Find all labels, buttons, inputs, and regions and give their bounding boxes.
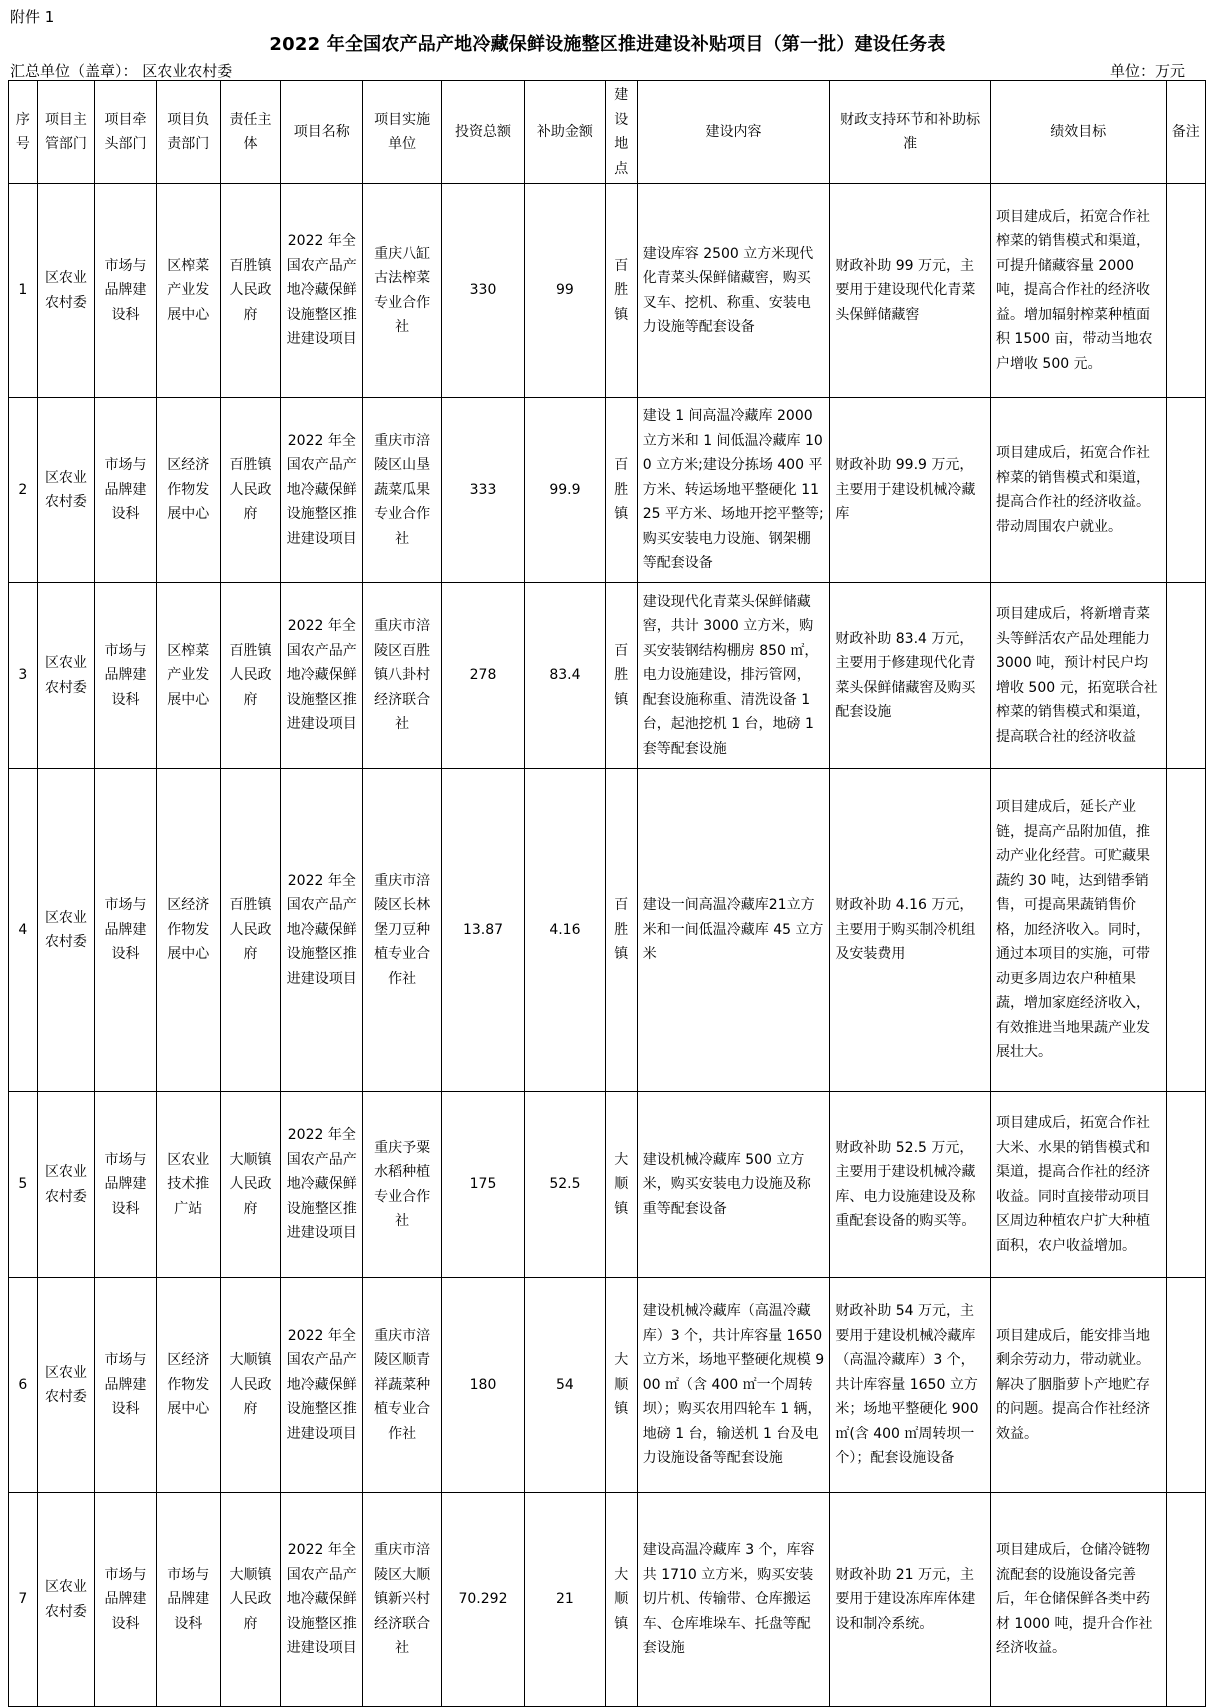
cell-invest: 180	[442, 1278, 525, 1493]
table-row	[9, 184, 1206, 398]
cell-subsidy: 99	[524, 184, 605, 398]
cell-content: 建设机械冷藏库（高温冷藏库）3 个，共计库容量 1650 立方米，场地平整硬化规模 900 ㎡（含 400 ㎡一个周转坝）；购买农用四轮车 1 辆，地磅 1 台，输送机 1 台及电力设施设备等配套设施	[637, 1278, 830, 1493]
cell-no: 4	[9, 769, 38, 1092]
cell-site: 大顺镇	[605, 1493, 637, 1707]
cell-lead: 市场与品牌建设科	[95, 583, 157, 769]
cell-no: 7	[9, 1493, 38, 1707]
header-note: 备注	[1166, 81, 1205, 184]
cell-subsidy: 54	[524, 1278, 605, 1493]
cell-unit: 重庆市涪陵区大顺镇新兴村经济联合社	[363, 1493, 442, 1707]
header-dept: 项目主管部门	[37, 81, 94, 184]
cell-subject: 百胜镇人民政府	[220, 769, 281, 1092]
cell-no: 2	[9, 398, 38, 583]
cell-goal: 项目建成后，延长产业链，提高产品附加值，推动产业化经营。可贮藏果蔬约 30 吨，达到错季销售，可提高果蔬销售价格，加经济收入。同时，通过本项目的实施，可带动更多周边农户种植果蔬，增加家庭经济收入，有效推进当地果蔬产业发展壮大。	[990, 769, 1166, 1092]
cell-dept: 区农业农村委	[37, 583, 94, 769]
header-resp-dept: 项目负责部门	[156, 81, 220, 184]
cell-name: 2022 年全国农产品产地冷藏保鲜设施整区推进建设项目	[281, 1278, 363, 1493]
table-row	[9, 583, 1206, 769]
table-row	[9, 398, 1206, 583]
cell-invest: 278	[442, 583, 525, 769]
cell-content: 建设一间高温冷藏库21立方米和一间低温冷藏库 45 立方米	[637, 769, 830, 1092]
cell-resp-dept: 区榨菜产业发展中心	[156, 184, 220, 398]
cell-content: 建设高温冷藏库 3 个，库容共 1710 立方米，购买安装切片机、传输带、仓库搬运车、仓库堆垛车、托盘等配套设施	[637, 1493, 830, 1707]
header-lead: 项目牵头部门	[95, 81, 157, 184]
cell-site: 百胜镇	[605, 769, 637, 1092]
attachment-label: 附件 1	[10, 8, 55, 26]
cell-note	[1166, 583, 1205, 769]
header-subsidy: 补助金额	[524, 81, 605, 184]
cell-name: 2022 年全国农产品产地冷藏保鲜设施整区推进建设项目	[281, 769, 363, 1092]
header-site: 建设地点	[605, 81, 637, 184]
cell-resp-dept: 区经济作物发展中心	[156, 1278, 220, 1493]
cell-subject: 大顺镇人民政府	[220, 1092, 281, 1278]
cell-finance: 财政补助 21 万元，主要用于建设冻库库体建设和制冷系统。	[830, 1493, 991, 1707]
cell-dept: 区农业农村委	[37, 398, 94, 583]
cell-invest: 330	[442, 184, 525, 398]
header-unit: 项目实施单位	[363, 81, 442, 184]
cell-goal: 项目建成后，能安排当地剩余劳动力，带动就业。解决了胭脂萝卜产地贮存的问题。提高合作社经济效益。	[990, 1278, 1166, 1493]
cell-note	[1166, 1493, 1205, 1707]
cell-subsidy: 52.5	[524, 1092, 605, 1278]
cell-content: 建设 1 间高温冷藏库 2000 立方米和 1 间低温冷藏库 100 立方米;建设分拣场 400 平方米、转运场地平整硬化 1125 平方米、场地开挖平整等;购买安装电力设施、钢架棚等配套设备	[637, 398, 830, 583]
money-unit: 单位：万元	[1109, 62, 1185, 80]
cell-subsidy: 4.16	[524, 769, 605, 1092]
cell-finance: 财政补助 83.4 万元，主要用于修建现代化青菜头保鲜储藏窖及购买配套设施	[830, 583, 991, 769]
cell-unit: 重庆市涪陵区长林堡刀豆种植专业合作社	[363, 769, 442, 1092]
header-no: 序号	[9, 81, 38, 184]
cell-resp-dept: 区经济作物发展中心	[156, 769, 220, 1092]
cell-unit: 重庆予粟水稻种植专业合作社	[363, 1092, 442, 1278]
cell-lead: 市场与品牌建设科	[95, 769, 157, 1092]
cell-note	[1166, 1278, 1205, 1493]
cell-dept: 区农业农村委	[37, 1092, 94, 1278]
header-goal: 绩效目标	[990, 81, 1166, 184]
cell-resp-dept: 区榨菜产业发展中心	[156, 583, 220, 769]
cell-note	[1166, 398, 1205, 583]
cell-unit: 重庆市涪陵区顺青祥蔬菜种植专业合作社	[363, 1278, 442, 1493]
cell-subject: 百胜镇人民政府	[220, 583, 281, 769]
table-header-row	[9, 81, 1206, 184]
cell-resp-dept: 区经济作物发展中心	[156, 398, 220, 583]
cell-content: 建设现代化青菜头保鲜储藏窖，共计 3000 立方米，购买安装钢结构棚房 850 ㎡，电力设施建设，排污管网，配套设施称重、清洗设备 1 台，起池挖机 1 台，地磅 1 套等配套设施	[637, 583, 830, 769]
cell-goal: 项目建成后，将新增青菜头等鲜活农产品处理能力 3000 吨，预计村民户均增收 500 元，拓宽联合社榨菜的销售模式和渠道，提高联合社的经济收益	[990, 583, 1166, 769]
table-row	[9, 1278, 1206, 1493]
cell-site: 百胜镇	[605, 184, 637, 398]
cell-goal: 项目建成后，拓宽合作社榨菜的销售模式和渠道，可提升储藏容量 2000 吨，提高合作社的经济收益。增加辐射榨菜种植面积 1500 亩，带动当地农户增收 500 元。	[990, 184, 1166, 398]
cell-subject: 百胜镇人民政府	[220, 184, 281, 398]
cell-content: 建设库容 2500 立方米现代化青菜头保鲜储藏窖，购买叉车、挖机、称重、安装电力设施等配套设备	[637, 184, 830, 398]
cell-name: 2022 年全国农产品产地冷藏保鲜设施整区推进建设项目	[281, 184, 363, 398]
cell-invest: 13.87	[442, 769, 525, 1092]
cell-name: 2022 年全国农产品产地冷藏保鲜设施整区推进建设项目	[281, 398, 363, 583]
cell-lead: 市场与品牌建设科	[95, 1092, 157, 1278]
cell-subject: 百胜镇人民政府	[220, 398, 281, 583]
cell-invest: 70.292	[442, 1493, 525, 1707]
cell-resp-dept: 区农业技术推广站	[156, 1092, 220, 1278]
cell-dept: 区农业农村委	[37, 1493, 94, 1707]
cell-goal: 项目建成后，拓宽合作社大米、水果的销售模式和渠道，提高合作社的经济收益。同时直接带动项目区周边种植农户扩大种植面积，农户收益增加。	[990, 1092, 1166, 1278]
cell-finance: 财政补助 99.9 万元，主要用于建设机械冷藏库	[830, 398, 991, 583]
table-row	[9, 1493, 1206, 1707]
table-row	[9, 1092, 1206, 1278]
header-finance: 财政支持环节和补助标准	[830, 81, 991, 184]
cell-site: 大顺镇	[605, 1278, 637, 1493]
cell-name: 2022 年全国农产品产地冷藏保鲜设施整区推进建设项目	[281, 583, 363, 769]
cell-goal: 项目建成后，仓储冷链物流配套的设施设备完善后，年仓储保鲜各类中药材 1000 吨，提升合作社经济收益。	[990, 1493, 1166, 1707]
cell-lead: 市场与品牌建设科	[95, 1278, 157, 1493]
task-table	[8, 80, 1206, 1707]
cell-lead: 市场与品牌建设科	[95, 184, 157, 398]
cell-subsidy: 99.9	[524, 398, 605, 583]
cell-subsidy: 83.4	[524, 583, 605, 769]
cell-resp-dept: 市场与品牌建设科	[156, 1493, 220, 1707]
header-subject: 责任主体	[220, 81, 281, 184]
cell-no: 1	[9, 184, 38, 398]
cell-finance: 财政补助 52.5 万元，主要用于建设机械冷藏库、电力设施建设及称重配套设备的购买等。	[830, 1092, 991, 1278]
header-invest: 投资总额	[442, 81, 525, 184]
cell-unit: 重庆市涪陵区山垦蔬菜瓜果专业合作社	[363, 398, 442, 583]
cell-dept: 区农业农村委	[37, 769, 94, 1092]
cell-note	[1166, 1092, 1205, 1278]
cell-dept: 区农业农村委	[37, 184, 94, 398]
table-row	[9, 769, 1206, 1092]
cell-finance: 财政补助 4.16 万元，主要用于购买制冷机组及安装费用	[830, 769, 991, 1092]
cell-subject: 大顺镇人民政府	[220, 1278, 281, 1493]
cell-no: 5	[9, 1092, 38, 1278]
cell-lead: 市场与品牌建设科	[95, 398, 157, 583]
cell-invest: 175	[442, 1092, 525, 1278]
cell-invest: 333	[442, 398, 525, 583]
cell-site: 大顺镇	[605, 1092, 637, 1278]
cell-note	[1166, 769, 1205, 1092]
header-content: 建设内容	[637, 81, 830, 184]
cell-lead: 市场与品牌建设科	[95, 1493, 157, 1707]
cell-site: 百胜镇	[605, 583, 637, 769]
cell-finance: 财政补助 54 万元，主要用于建设机械冷藏库（高温冷藏库）3 个，共计库容量 1650 立方米；场地平整硬化 900 ㎡(含 400 ㎡周转坝一个）；配套设施设备	[830, 1278, 991, 1493]
cell-no: 3	[9, 583, 38, 769]
cell-goal: 项目建成后，拓宽合作社榨菜的销售模式和渠道，提高合作社的经济收益。带动周围农户就业。	[990, 398, 1166, 583]
cell-site: 百胜镇	[605, 398, 637, 583]
cell-subsidy: 21	[524, 1493, 605, 1707]
cell-note	[1166, 184, 1205, 398]
cell-unit: 重庆八缸古法榨菜专业合作社	[363, 184, 442, 398]
summary-unit: 汇总单位（盖章）： 区农业农村委	[10, 62, 233, 80]
cell-unit: 重庆市涪陵区百胜镇八卦村经济联合社	[363, 583, 442, 769]
cell-name: 2022 年全国农产品产地冷藏保鲜设施整区推进建设项目	[281, 1092, 363, 1278]
cell-name: 2022 年全国农产品产地冷藏保鲜设施整区推进建设项目	[281, 1493, 363, 1707]
cell-finance: 财政补助 99 万元，主要用于建设现代化青菜头保鲜储藏窖	[830, 184, 991, 398]
cell-no: 6	[9, 1278, 38, 1493]
header-name: 项目名称	[281, 81, 363, 184]
cell-subject: 大顺镇人民政府	[220, 1493, 281, 1707]
page-title: 2022 年全国农产品产地冷藏保鲜设施整区推进建设补贴项目（第一批）建设任务表	[269, 34, 946, 55]
cell-dept: 区农业农村委	[37, 1278, 94, 1493]
cell-content: 建设机械冷藏库 500 立方米，购买安装电力设施及称重等配套设备	[637, 1092, 830, 1278]
